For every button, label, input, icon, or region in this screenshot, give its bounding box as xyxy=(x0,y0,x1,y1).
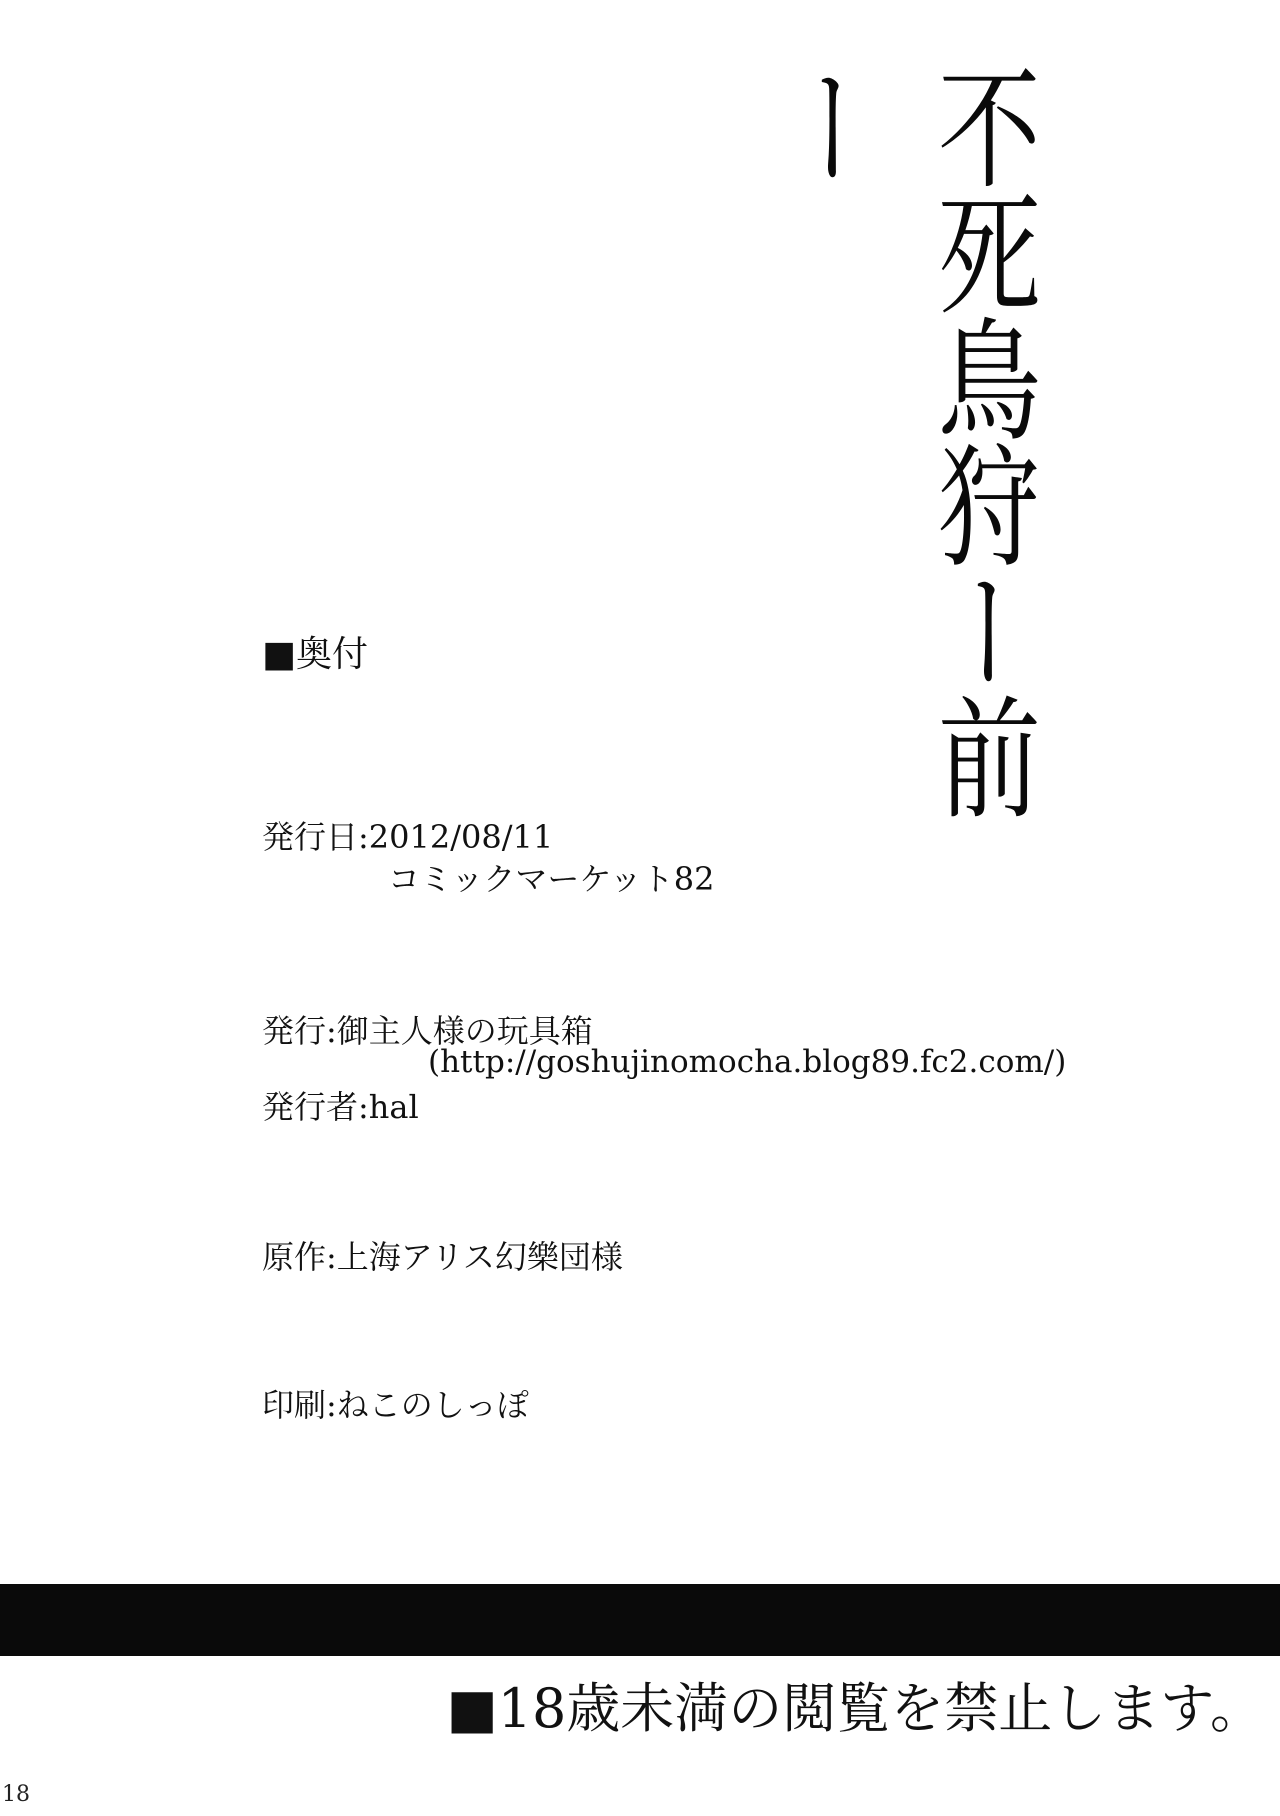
title-main: 不死鳥狩 xyxy=(919,60,1041,564)
publisher-url: (http://goshujinomocha.blog89.fc2.com/) xyxy=(428,1044,1067,1080)
colophon-heading: ■奥付 xyxy=(262,634,369,675)
event-name: コミックマーケット82 xyxy=(388,860,715,898)
page-number: 18 xyxy=(2,1782,30,1807)
black-bar xyxy=(0,1584,1280,1656)
original-work: 原作:上海アリス幻樂団様 xyxy=(262,1238,623,1276)
publisher: 発行:御主人様の玩具箱 xyxy=(262,1012,593,1050)
publisher-person: 発行者:hal xyxy=(262,1088,419,1126)
vertical-title xyxy=(763,60,1058,900)
age-warning: ■18歳未満の閲覧を禁止します。 xyxy=(446,1677,1264,1740)
issue-date: 発行日:2012/08/11 xyxy=(262,818,554,856)
title-subtitle: ー前ー xyxy=(763,60,1041,816)
printing: 印刷:ねこのしっぽ xyxy=(262,1386,529,1424)
